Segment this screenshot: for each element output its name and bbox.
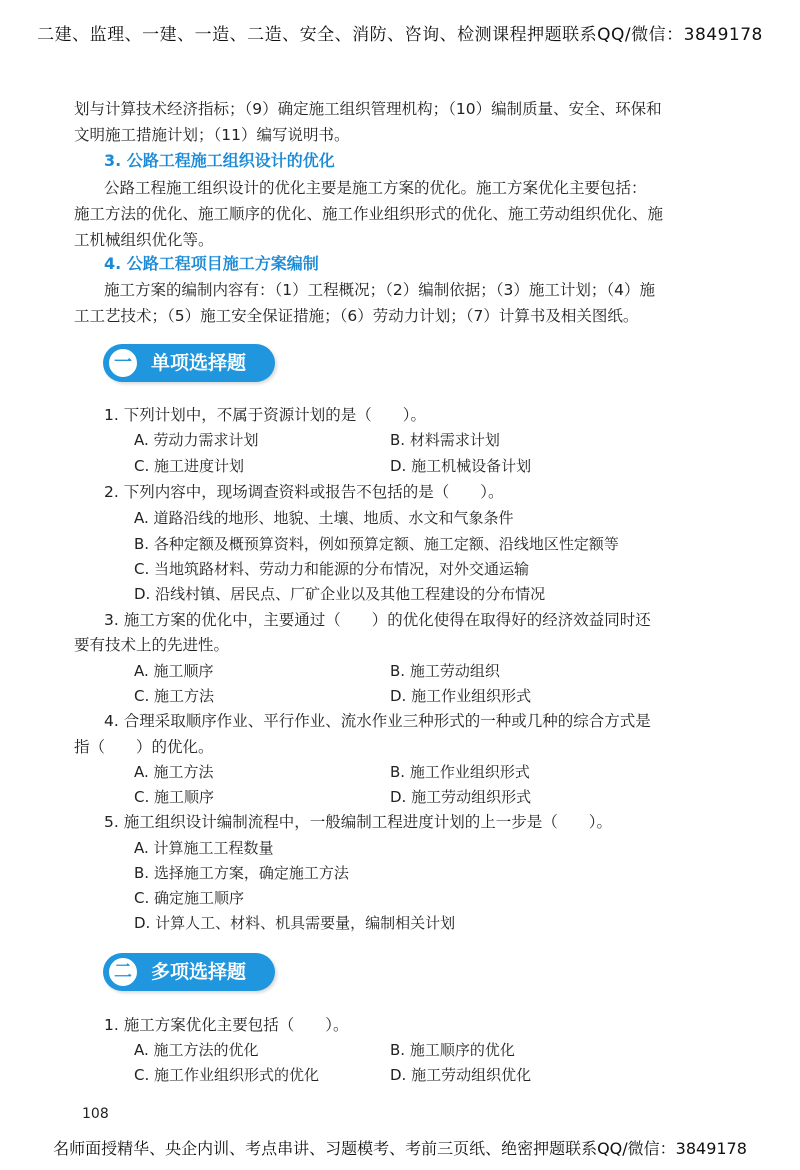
section-3-line-1: 公路工程施工组织设计的优化主要是施工方案的优化。施工方案优化主要包括： xyxy=(104,179,647,197)
option-c: C. 当地筑路材料、劳动力和能源的分布情况，对外交通运输 xyxy=(134,560,530,578)
section-3-line-3: 工机械组织优化等。 xyxy=(74,231,214,249)
option-d: D. 施工劳动组织形式 xyxy=(390,788,532,806)
option-a: A. 施工顺序 xyxy=(134,662,214,680)
option-c: C. 施工进度计划 xyxy=(134,457,245,475)
section-4-line-2: 工工艺技术；（5）施工安全保证措施；（6）劳动力计划；（7）计算书及相关图纸。 xyxy=(74,307,639,325)
option-d: D. 施工作业组织形式 xyxy=(390,687,532,705)
question-stem: 2. 下列内容中，现场调查资料或报告不包括的是（ ）。 xyxy=(104,483,504,501)
question-stem: 3. 施工方案的优化中，主要通过（ ）的优化使得在取得好的经济效益同时还 xyxy=(104,611,651,629)
option-c: C. 确定施工顺序 xyxy=(134,889,245,907)
section-4-title: 4. 公路工程项目施工方案编制 xyxy=(104,254,319,273)
option-b: B. 施工劳动组织 xyxy=(390,662,500,680)
section-number-badge: 一 xyxy=(107,347,139,379)
option-b: B. 选择施工方案，确定施工方法 xyxy=(134,864,349,882)
option-c: C. 施工作业组织形式的优化 xyxy=(134,1066,320,1084)
option-a: A. 计算施工工程数量 xyxy=(134,839,274,857)
option-d: D. 施工机械设备计划 xyxy=(390,457,532,475)
question-stem: 4. 合理采取顺序作业、平行作业、流水作业三种形式的一种或几种的综合方式是 xyxy=(104,712,651,730)
page-number: 108 xyxy=(82,1106,109,1122)
single-choice-heading xyxy=(103,344,275,382)
intro-line-1: 划与计算技术经济指标；（9）确定施工组织管理机构；（10）编制质量、安全、环保和 xyxy=(74,100,662,118)
section-4-line-1: 施工方案的编制内容有：（1）工程概况；（2）编制依据；（3）施工计划；（4）施 xyxy=(104,281,655,299)
option-b: B. 施工顺序的优化 xyxy=(390,1041,515,1059)
section-3-line-2: 施工方法的优化、施工顺序的优化、施工作业组织形式的优化、施工劳动组织优化、施 xyxy=(74,205,664,223)
option-a: A. 劳动力需求计划 xyxy=(134,431,259,449)
question-stem: 5. 施工组织设计编制流程中，一般编制工程进度计划的上一步是（ ）。 xyxy=(104,813,612,831)
option-d: D. 计算人工、材料、机具需要量，编制相关计划 xyxy=(134,914,456,932)
option-b: B. 材料需求计划 xyxy=(390,431,500,449)
option-d: D. 施工劳动组织优化 xyxy=(390,1066,532,1084)
section-number-badge: 二 xyxy=(107,956,139,988)
option-b: B. 施工作业组织形式 xyxy=(390,763,530,781)
page-header-banner: 二建、监理、一建、一造、二造、安全、消防、咨询、检测课程押题联系QQ/微信：3849178 xyxy=(37,25,763,45)
option-c: C. 施工方法 xyxy=(134,687,215,705)
option-d: D. 沿线村镇、居民点、厂矿企业以及其他工程建设的分布情况 xyxy=(134,585,546,603)
intro-line-2: 文明施工措施计划；（11）编写说明书。 xyxy=(74,126,350,144)
option-a: A. 道路沿线的地形、地貌、土壤、地质、水文和气象条件 xyxy=(134,509,514,527)
option-b: B. 各种定额及概预算资料，例如预算定额、施工定额、沿线地区性定额等 xyxy=(134,535,619,553)
section-3-title: 3. 公路工程施工组织设计的优化 xyxy=(104,151,335,170)
multi-choice-heading xyxy=(103,953,275,991)
multi-choice-title: 多项选择题 xyxy=(151,961,247,983)
option-c: C. 施工顺序 xyxy=(134,788,215,806)
question-stem-continued: 指（ ）的优化。 xyxy=(74,738,214,756)
option-a: A. 施工方法的优化 xyxy=(134,1041,259,1059)
question-stem: 1. 施工方案优化主要包括（ ）。 xyxy=(104,1016,349,1034)
question-stem-continued: 要有技术上的先进性。 xyxy=(74,636,230,654)
option-a: A. 施工方法 xyxy=(134,763,214,781)
single-choice-title: 单项选择题 xyxy=(151,352,247,374)
page-footer-banner: 名师面授精华、央企内训、考点串讲、习题模考、考前三页纸、绝密押题联系QQ/微信：3849178 xyxy=(53,1139,747,1158)
question-stem: 1. 下列计划中，不属于资源计划的是（ ）。 xyxy=(104,406,426,424)
